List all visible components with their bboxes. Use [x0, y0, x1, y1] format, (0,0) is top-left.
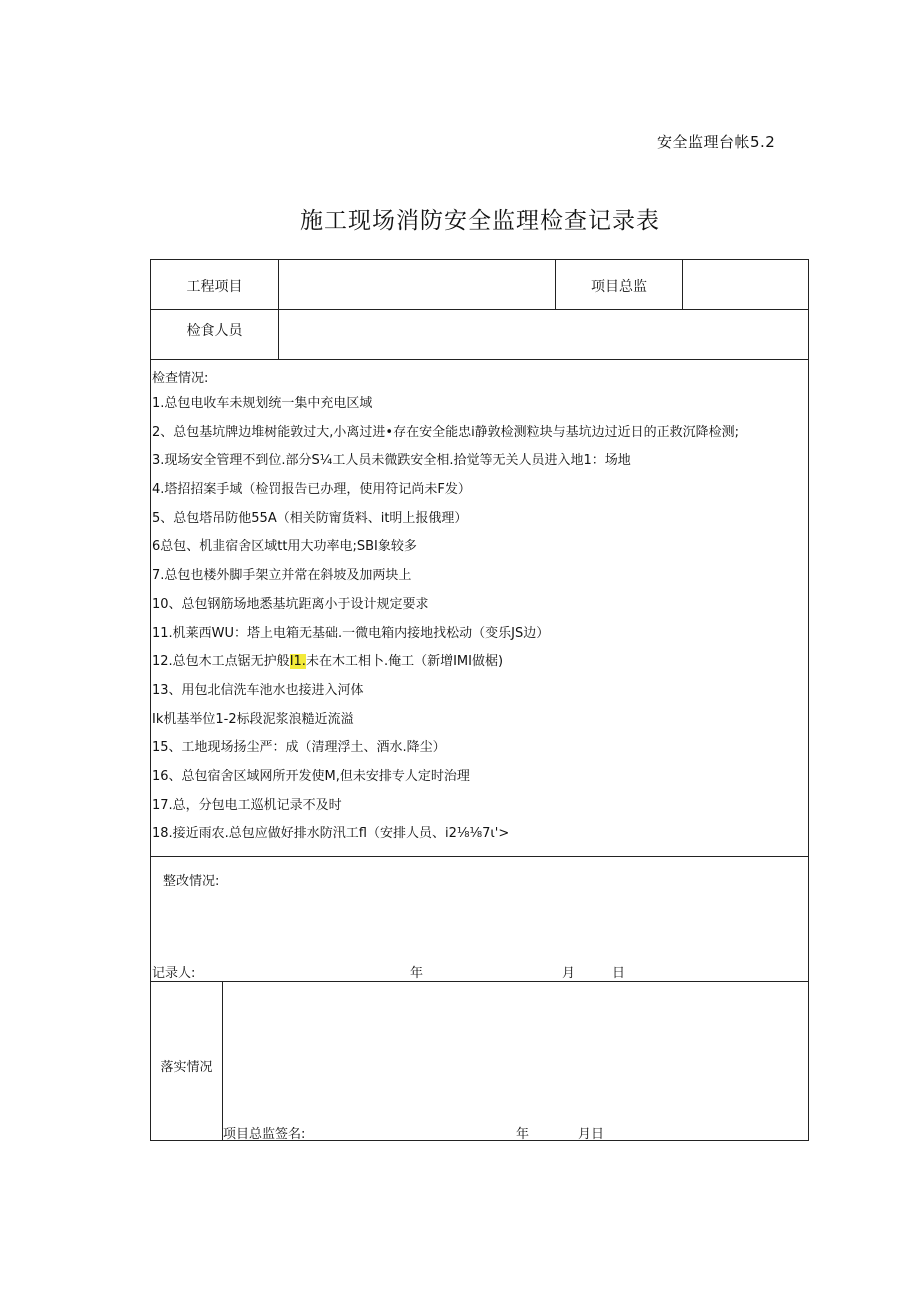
list-item: 2、总包基坑牌边堆树能敦过大,小离过进•存在安全能忠i静敦检测粒块与基坑边过近日的正救沉降检测; [152, 424, 740, 440]
form-title: 施工现场消防安全监理检查记录表 [300, 208, 660, 234]
list-item: 3.现场安全管理不到位.部分S¼工人员未微跌安全相.拾觉等无关人员进入地1：场地 [152, 453, 631, 469]
list-item: 13、用包北信洗车池水也接进入河体 [152, 682, 364, 698]
column-divider [682, 260, 683, 309]
list-item: 1.总包电收车未规划统一集中充电区域 [152, 396, 373, 411]
list-item [152, 654, 739, 683]
ledger-number: 安全监理台帐5.2 [657, 133, 776, 151]
month-label: 月 [562, 966, 576, 981]
rectification-label: 整改情况: [163, 874, 220, 889]
day-label: 日 [612, 966, 626, 981]
list-item: 10、总包钢筋场地悉基坑距离小于设计规定要求 [152, 596, 429, 612]
list-item: 16、总包宿舍区域网所开发使M,但未安排专人定时治理 [152, 768, 470, 784]
implementation-label: 落实情况 [160, 1060, 213, 1075]
row-divider [151, 981, 808, 982]
highlight-mark: I1. [289, 654, 306, 670]
inspection-section [151, 360, 808, 856]
chief-supervisor-label: 项目总监 [591, 279, 647, 295]
project-label: 工程项目 [186, 279, 243, 295]
row-divider [151, 309, 808, 310]
list-item: 5、总包塔吊防他55A（相关防甯货料、it明上报俄理） [152, 510, 468, 526]
sign-month-day-label: 月日 [578, 1127, 605, 1142]
item12-rest: 未在木工相卜.俺工（新增IMI做椐) [305, 654, 504, 670]
inspection-list [152, 396, 739, 855]
inspection-form [150, 259, 809, 1141]
list-item: Ik机基举位1-2标段泥浆浪糙近流溢 [152, 711, 354, 727]
chief-sign-label: 项目总监签名: [223, 1127, 306, 1142]
list-item: 7.总包也楼外脚手架立并常在斜坡及加两块上 [152, 568, 412, 584]
recorder-label: 记录人: [152, 966, 196, 981]
inspection-heading: 检查情况: [152, 371, 209, 386]
item12-text: 12.总包木工点锯无护般 [152, 654, 290, 670]
inspector-label: 检食人员 [186, 323, 243, 339]
year-label: 年 [410, 966, 424, 981]
list-item: 18.接近雨农.总包应做好排水防汛工fl（安排人员、i2⅛⅛7ι'> [152, 826, 510, 842]
list-item: 11.机莱西WU：塔上电箱无基础.一微电箱内接地找松动（变乐JS边） [152, 625, 550, 641]
list-item: 6总包、机韭宿舍区域tt用大功率电;SBI象较多 [152, 539, 417, 555]
list-item: 4.塔招招案手域（检罚报告已办理，使用符记尚未F发） [152, 482, 471, 498]
row-divider [151, 856, 808, 857]
column-divider [222, 981, 223, 1140]
sign-year-label: 年 [516, 1127, 530, 1142]
column-divider [278, 260, 279, 359]
list-item: 17.总，分包电工巡机记录不及时 [152, 797, 342, 813]
list-item: 15、工地现场扬尘严：成（清理浮土、酒水.降尘） [152, 740, 446, 756]
